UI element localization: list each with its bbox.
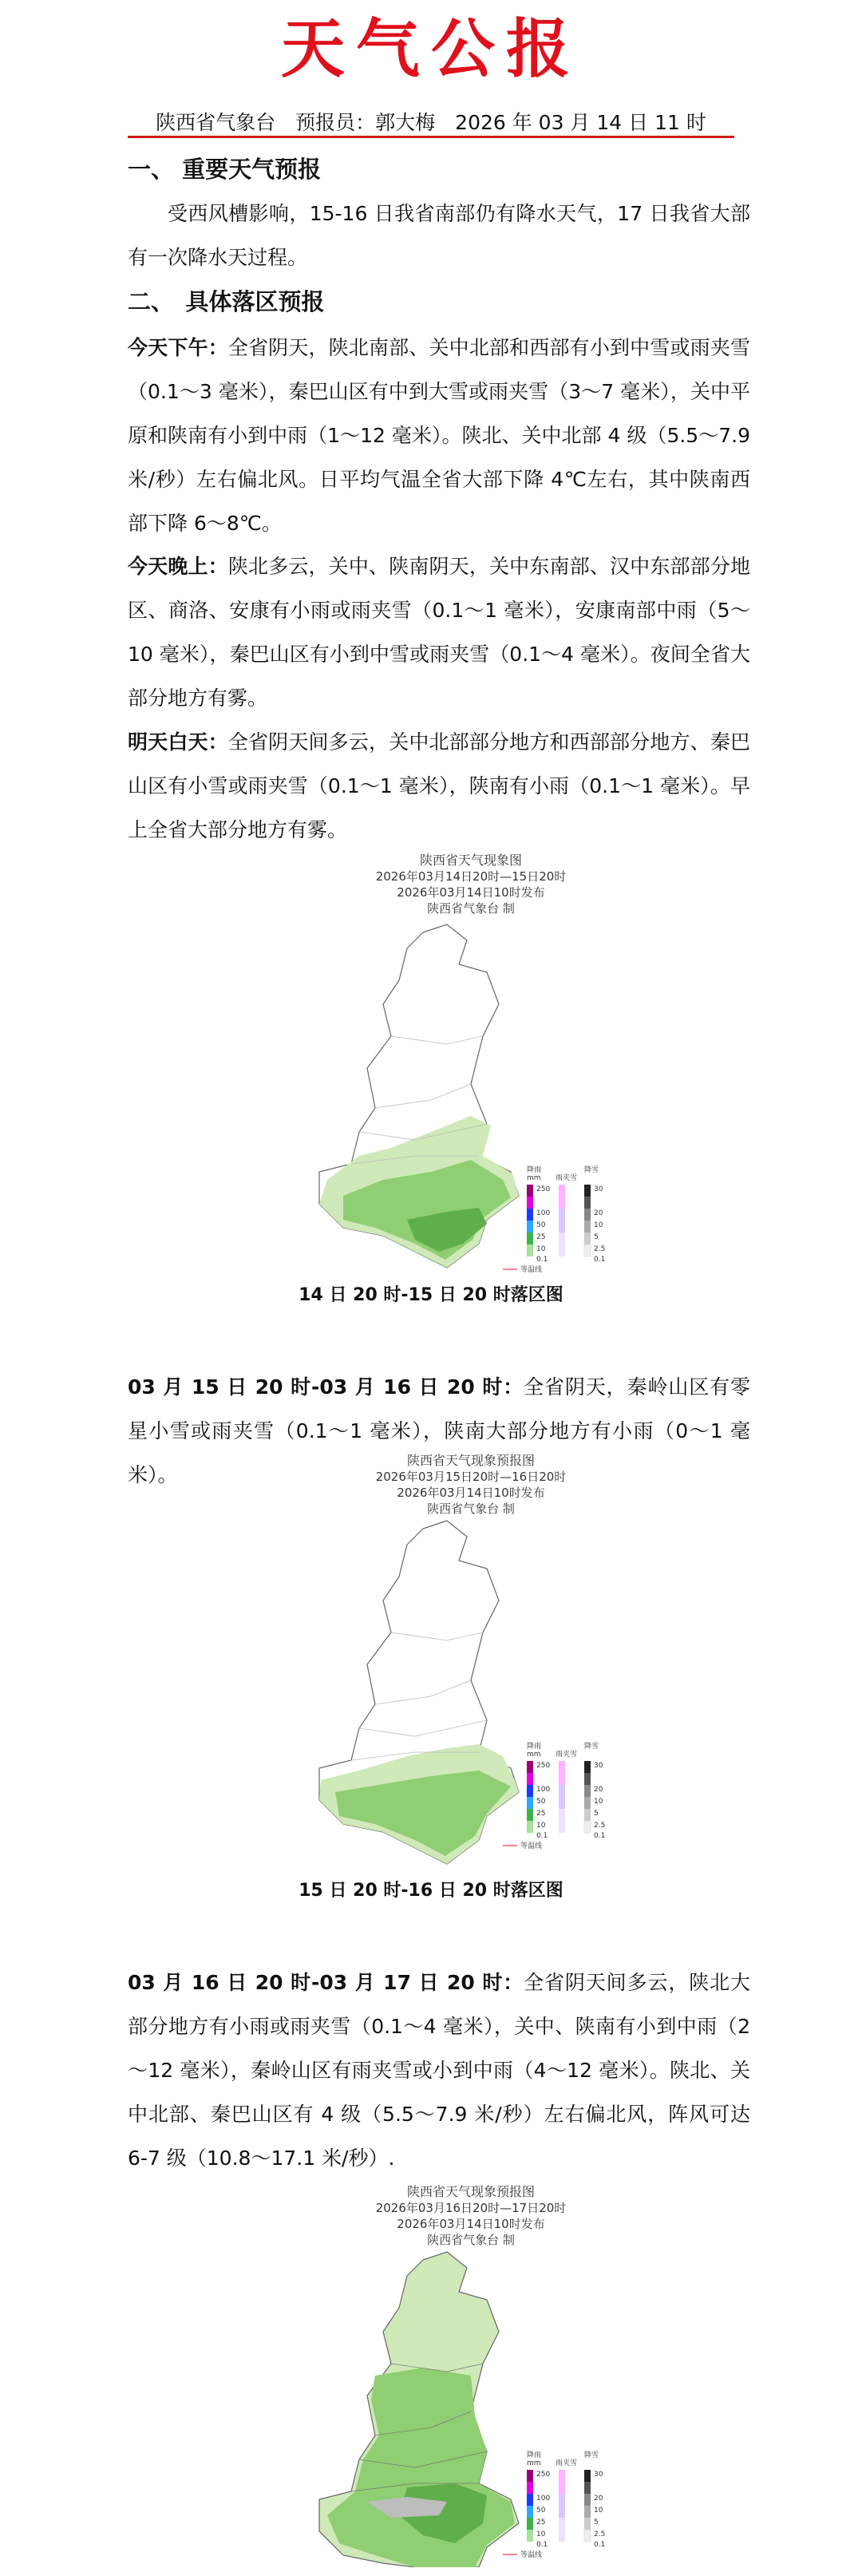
legend-tick: 25 [536,2519,546,2527]
legend-tick: 50 [536,2507,546,2515]
legend-unit: mm [527,2459,541,2467]
section-heading-detail: 二、 具体落区预报 [128,288,325,315]
legend-tick: 10 [594,1221,603,1229]
legend-tick: 250 [536,2471,551,2479]
legend-line-label: 等温线 [520,2551,543,2559]
legend-tick: 250 [536,1185,551,1193]
legend-tick: 10 [536,2530,546,2538]
map-maker: 陕西省气象台 制 [427,2233,515,2247]
legend-tick: 10 [594,2507,603,2515]
forecast-today-afternoon [128,326,750,545]
legend-tick: 10 [536,1822,546,1830]
legend-tick: 25 [536,1233,546,1241]
legend-tick: 0.1 [594,1256,606,1264]
map-title: 陕西省天气现象预报图 [406,1453,535,1468]
map-maker: 陕西省气象台 制 [427,901,515,916]
legend-tick: 10 [536,1245,546,1253]
forecast-lead: 明天白天： [128,730,228,754]
forecast-lead: 03 月 16 日 20 时-03 月 17 日 20 时： [128,1971,524,1994]
legend-tick: 20 [594,2495,603,2503]
map-period: 2026年03月14日20时—15日20时 [375,869,567,884]
legend-rain-title: 降雨 [527,2451,542,2459]
legend-tick: 100 [536,2495,551,2503]
legend-tick: 0.1 [536,1256,548,1264]
legend-tick: 0.1 [594,2541,606,2549]
shaanxi-map-3 [287,2248,654,2567]
shaanxi-map-2 [287,1517,654,1884]
legend-unit: mm [527,1751,541,1759]
legend-tick: 100 [536,1209,551,1217]
legend-tick: 50 [536,1221,546,1229]
map-period: 2026年03月15日20时—16日20时 [375,1470,567,1484]
forecast-map-2 [287,1453,654,1884]
map-legend [503,1741,605,1850]
map-period: 2026年03月16日20时—17日20时 [375,2201,567,2215]
map-title: 陕西省天气现象预报图 [406,2184,535,2199]
legend-sleet-title: 雨夹雪 [556,1751,578,1759]
bulletin-title: 天气公报 [281,11,581,86]
legend-sleet-title: 雨夹雪 [556,2459,578,2467]
forecast-tonight [128,544,750,720]
legend-tick: 250 [536,1762,551,1770]
legend-sleet-title: 雨夹雪 [556,1174,578,1182]
forecast-day3 [128,1961,750,2180]
legend-tick: 25 [536,1810,546,1818]
legend-tick: 10 [594,1798,603,1806]
header-divider [128,136,734,138]
legend-snow-title: 降雪 [584,1166,599,1174]
legend-line-label: 等温线 [520,1266,543,1274]
forecast-body: 全省阴天，陕北南部、关中北部和西部有小到中雪或雨夹雪（0.1～3 毫米），秦巴山区有中到大雪或雨夹雪（3～7 毫米），关中平原和陕南有小到中雨（1～12 毫米）。陕北、关中北部 4 级（5.5～7.9 米/秒）左右偏北风。日平均气温全省大部下降 4℃左右，其中陕南西部下降 6～8℃。 [128,336,750,535]
forecast-tomorrow [128,720,750,852]
legend-tick: 0.1 [536,1832,548,1840]
legend-tick: 2.5 [594,2530,606,2538]
legend-tick: 50 [536,1798,546,1806]
legend-tick: 30 [594,2471,603,2479]
map-issued: 2026年03月14日10时发布 [397,2217,545,2231]
forecast-lead: 今天晚上： [128,555,228,578]
shaanxi-map-1 [287,916,654,1308]
bulletin-meta: 陕西省气象台 预报员：郭大梅 2026 年 03 月 14 日 11 时 [156,111,706,134]
rain-area-medium [327,2368,515,2567]
legend-tick: 5 [594,2519,599,2527]
map-legend [503,2450,605,2559]
map-legend [503,1165,605,1274]
forecast-lead: 今天下午： [128,336,228,359]
map-issued: 2026年03月14日10时发布 [397,1486,545,1500]
map-caption-1: 14 日 20 时-15 日 20 时落区图 [299,1285,563,1305]
map-caption-2: 15 日 20 时-16 日 20 时落区图 [299,1881,563,1901]
legend-tick: 30 [594,1762,603,1770]
forecast-body: 全省阴天间多云，关中北部部分地方和西部部分地方、秦巴山区有小雪或雨夹雪（0.1～1 毫米），陕南有小雨（0.1～1 毫米）。早上全省大部分地方有雾。 [128,730,750,841]
legend-snow-title: 降雪 [584,2451,599,2459]
map-maker: 陕西省气象台 制 [427,1502,515,1516]
legend-tick: 5 [594,1233,599,1241]
legend-snow-title: 降雪 [584,1743,599,1751]
map-title: 陕西省天气现象图 [419,853,522,868]
forecast-body: 全省阴天间多云，陕北大部分地方有小雨或雨夹雪（0.1～4 毫米），关中、陕南有小到中雨（2～12 毫米），秦岭山区有雨夹雪或小到中雨（4～12 毫米）。陕北、关中北部、秦巴山区有 4 级（5.5～7.9 米/秒）左右偏北风，阵风可达 6-7 级（10.8～17.1 米/秒）. [128,1971,750,2170]
legend-tick: 100 [536,1786,551,1794]
legend-tick: 5 [594,1810,599,1818]
important-forecast-text: 受西风槽影响，15-16 日我省南部仍有降水天气，17 日我省大部有一次降水天过程。 [128,202,750,269]
forecast-body: 全省阴天，秦岭山区有零星小雪或雨夹雪（0.1～1 毫米），陕南大部分地方有小雨（0～1 毫米）。 [128,1375,750,1486]
legend-tick: 2.5 [594,1245,606,1253]
map-issued: 2026年03月14日10时发布 [397,885,545,900]
legend-tick: 30 [594,1185,603,1193]
forecast-body: 陕北多云，关中、陕南阴天，关中东南部、汉中东部部分地区、商洛、安康有小雨或雨夹雪（0.1～1 毫米），安康南部中雨（5～10 毫米），秦巴山区有小到中雪或雨夹雪（0.1～4 毫米）。夜间全省大部分地方有雾。 [128,555,750,710]
legend-tick: 2.5 [594,1822,606,1830]
legend-line-label: 等温线 [520,1842,543,1850]
forecast-lead: 03 月 15 日 20 时-03 月 16 日 20 时： [128,1375,524,1399]
section-heading-important: 一、 重要天气预报 [128,156,322,183]
legend-tick: 20 [594,1786,603,1794]
forecast-map-1 [287,853,654,1308]
legend-rain-title: 降雨 [527,1166,542,1174]
legend-rain-title: 降雨 [527,1743,542,1751]
legend-tick: 20 [594,1209,603,1217]
legend-tick: 0.1 [536,2541,548,2549]
legend-tick: 0.1 [594,1832,606,1840]
legend-unit: mm [527,1174,541,1182]
forecast-map-3 [287,2184,654,2567]
